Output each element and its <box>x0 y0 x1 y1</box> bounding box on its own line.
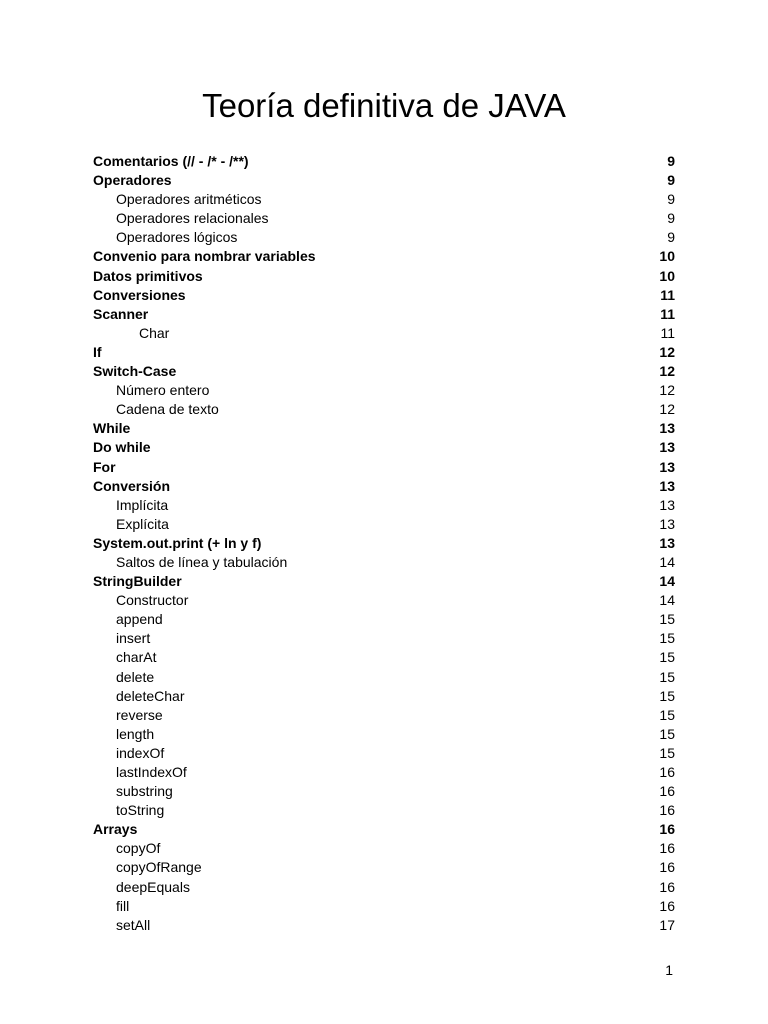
toc-entry-page: 14 <box>659 573 675 590</box>
toc-entry[interactable] <box>93 801 675 820</box>
toc-entry-page: 15 <box>659 725 675 742</box>
toc-entry-label: Operadores <box>93 172 172 189</box>
toc-entry[interactable] <box>93 610 675 629</box>
toc-entry-label: Arrays <box>93 821 138 838</box>
toc-entry-page: 16 <box>659 878 675 895</box>
toc-entry-page: 15 <box>659 668 675 685</box>
toc-entry-label: StringBuilder <box>93 573 182 590</box>
toc-entry[interactable] <box>93 362 675 381</box>
toc-entry-page: 15 <box>659 744 675 761</box>
toc-entry-page: 16 <box>659 802 675 819</box>
toc-entry-page: 13 <box>659 477 675 494</box>
toc-entry[interactable] <box>93 152 675 171</box>
table-of-contents <box>93 152 675 935</box>
toc-entry-label: toString <box>116 802 165 819</box>
toc-entry-label: delete <box>116 668 155 685</box>
toc-entry-label: Constructor <box>116 592 189 609</box>
toc-entry-page: 9 <box>667 191 675 208</box>
toc-entry[interactable] <box>93 648 675 667</box>
toc-entry-page: 11 <box>660 286 675 303</box>
toc-entry-label: substring <box>116 783 173 800</box>
toc-entry-label: Explícita <box>116 515 169 532</box>
toc-entry[interactable] <box>93 858 675 877</box>
toc-entry-label: Do while <box>93 439 151 456</box>
toc-entry[interactable] <box>93 572 675 591</box>
toc-entry[interactable] <box>93 897 675 916</box>
toc-entry-page: 9 <box>667 153 675 169</box>
toc-entry-label: setAll <box>116 916 151 933</box>
toc-entry-page: 16 <box>659 897 675 914</box>
toc-entry[interactable] <box>93 267 675 286</box>
toc-entry-page: 17 <box>659 916 675 933</box>
toc-entry-label: Switch-Case <box>93 363 177 380</box>
toc-entry-label: Operadores aritméticos <box>116 191 262 208</box>
toc-entry-page: 15 <box>659 649 675 666</box>
toc-entry-label: Operadores lógicos <box>116 229 238 246</box>
toc-entry-label: Cadena de texto <box>116 401 219 418</box>
toc-entry-label: Convenio para nombrar variables <box>93 248 316 265</box>
toc-entry-page: 14 <box>659 592 675 609</box>
toc-entry[interactable] <box>93 763 675 782</box>
toc-entry[interactable] <box>93 477 675 496</box>
toc-entry-page: 13 <box>659 420 675 437</box>
toc-entry-page: 12 <box>659 343 675 360</box>
toc-entry[interactable] <box>93 629 675 648</box>
toc-entry[interactable] <box>93 916 675 935</box>
toc-entry[interactable] <box>93 878 675 897</box>
toc-entry-page: 10 <box>659 267 675 284</box>
document-title: Teoría definitiva de JAVA <box>202 87 566 124</box>
toc-entry-page: 13 <box>659 439 675 456</box>
toc-entry-page: 9 <box>667 172 675 189</box>
toc-entry-label: copyOfRange <box>116 859 202 876</box>
toc-entry-page: 15 <box>659 687 675 704</box>
toc-entry[interactable] <box>93 343 675 362</box>
toc-entry-label: System.out.print (+ ln y f) <box>93 534 262 551</box>
toc-entry-page: 11 <box>660 305 675 322</box>
toc-entry[interactable] <box>93 458 675 477</box>
toc-entry-page: 16 <box>659 783 675 800</box>
toc-entry-page: 15 <box>659 611 675 628</box>
toc-entry-label: Implícita <box>116 496 169 513</box>
toc-entry-page: 11 <box>660 324 675 341</box>
toc-entry[interactable] <box>93 324 675 343</box>
toc-entry[interactable] <box>93 496 675 515</box>
toc-entry[interactable] <box>93 286 675 305</box>
toc-entry[interactable] <box>93 744 675 763</box>
toc-entry[interactable] <box>93 687 675 706</box>
toc-entry-page: 12 <box>659 401 675 418</box>
toc-entry-label: Scanner <box>93 305 149 322</box>
toc-entry-label: lastIndexOf <box>116 764 187 780</box>
toc-entry[interactable] <box>93 381 675 400</box>
toc-entry-page: 15 <box>659 630 675 647</box>
toc-entry[interactable] <box>93 438 675 457</box>
toc-entry[interactable] <box>93 706 675 725</box>
toc-entry[interactable] <box>93 839 675 858</box>
toc-entry-label: insert <box>116 630 151 647</box>
toc-entry-label: Conversión <box>93 477 171 494</box>
toc-entry[interactable] <box>93 591 675 610</box>
toc-entry-page: 14 <box>659 553 675 570</box>
toc-entry[interactable] <box>93 247 675 266</box>
toc-entry-page: 16 <box>659 859 675 876</box>
toc-entry[interactable] <box>93 190 675 209</box>
toc-entry-label: Comentarios (// - /* - /**) <box>93 153 249 169</box>
toc-entry-page: 9 <box>667 229 675 246</box>
toc-entry-label: deleteChar <box>116 687 185 704</box>
toc-entry[interactable] <box>93 668 675 687</box>
toc-entry-label: Conversiones <box>93 286 186 303</box>
toc-entry-label: reverse <box>116 706 163 723</box>
toc-entry[interactable] <box>93 209 675 228</box>
toc-entry-page: 13 <box>659 458 675 475</box>
toc-entry-label: Char <box>139 324 170 341</box>
toc-entry-label: append <box>116 611 163 628</box>
toc-entry[interactable] <box>93 171 675 190</box>
toc-entry-page: 16 <box>659 821 675 838</box>
toc-entry-label: fill <box>116 897 130 914</box>
toc-entry-label: Datos primitivos <box>93 267 203 284</box>
toc-entry-page: 13 <box>659 534 675 551</box>
toc-entry-label: Operadores relacionales <box>116 210 269 227</box>
toc-entry[interactable] <box>93 820 675 839</box>
toc-entry-page: 16 <box>659 840 675 857</box>
toc-entry-page: 13 <box>659 496 675 513</box>
toc-entry-page: 13 <box>659 515 675 532</box>
toc-entry-label: charAt <box>116 649 157 666</box>
toc-entry-label: deepEquals <box>116 878 190 895</box>
toc-entry-page: 10 <box>659 248 675 265</box>
toc-entry[interactable] <box>93 553 675 572</box>
toc-entry[interactable] <box>93 228 675 247</box>
toc-entry-label: While <box>93 420 131 437</box>
toc-entry-page: 9 <box>667 210 675 227</box>
toc-entry-label: Saltos de línea y tabulación <box>116 553 288 570</box>
toc-entry-page: 12 <box>659 382 675 399</box>
toc-entry-page: 15 <box>659 706 675 723</box>
toc-entry-label: For <box>93 458 116 475</box>
toc-entry[interactable] <box>93 725 675 744</box>
toc-entry[interactable] <box>93 305 675 324</box>
toc-entry[interactable] <box>93 534 675 553</box>
page-number: 1 <box>665 962 673 978</box>
toc-entry-label: length <box>116 725 155 742</box>
toc-entry-label: If <box>93 343 102 360</box>
toc-entry[interactable] <box>93 515 675 534</box>
toc-entry-page: 12 <box>659 363 675 380</box>
toc-entry-page: 16 <box>659 764 675 780</box>
toc-entry-label: indexOf <box>116 744 165 761</box>
toc-entry-label: Número entero <box>116 382 210 399</box>
toc-entry[interactable] <box>93 400 675 419</box>
toc-entry[interactable] <box>93 419 675 438</box>
toc-entry-label: copyOf <box>116 840 161 857</box>
toc-entry[interactable] <box>93 782 675 801</box>
